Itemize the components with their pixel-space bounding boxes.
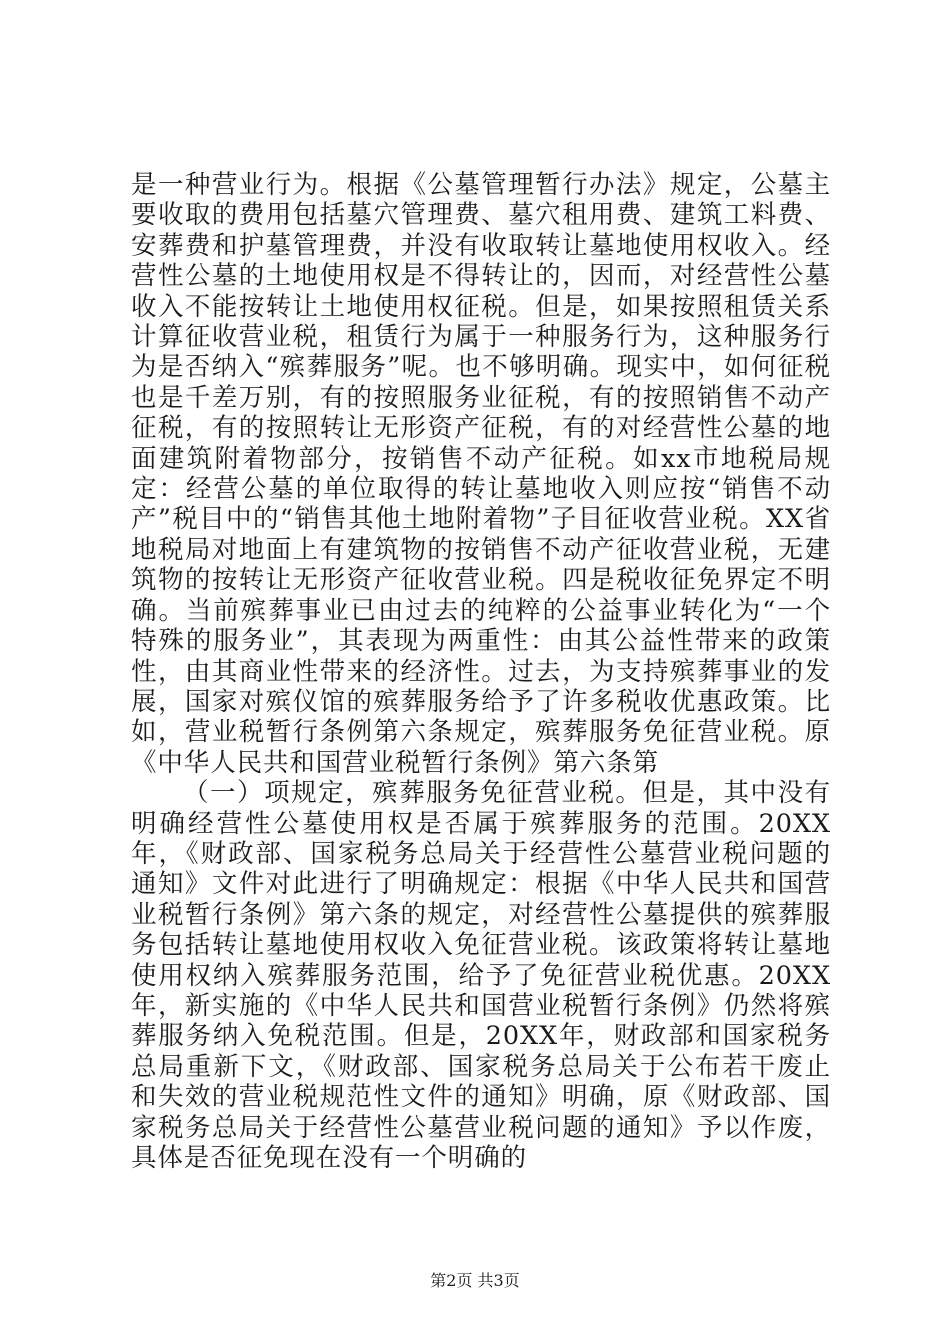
page-footer — [0, 1271, 950, 1291]
paragraph-item-one: （一）项规定，殡葬服务免征营业税。但是，其中没有明确经营性公墓使用权是否属于殡葬服务的范围。20XX年，《财政部、国家税务总局关于经营性公墓营业税问题的通知》文件对此进行了明确规定：根据《中华人民共和国营业税暂行条例》第六条的规定，对经营性公墓提供的殡葬服务包括转让墓地使用权收入免征营业税。该政策将转让墓地使用权纳入殡葬服务范围，给予了免征营业税优惠。20XX年，新实施的《中华人民共和国营业税暂行条例》仍然将殡葬服务纳入免税范围。但是，20XX年，财政部和国家税务总局重新下文，《财政部、国家税务总局关于公布若干废止和失效的营业税规范性文件的通知》明确，原《财政部、国家税务总局关于经营性公墓营业税问题的通知》予以作废，具体是否征免现在没有一个明确的 — [131, 778, 831, 1173]
page-number: 第2页 共3页 — [430, 1271, 520, 1290]
document-body — [131, 170, 831, 1173]
paragraph-continued: 是一种营业行为。根据《公墓管理暂行办法》规定，公墓主要收取的费用包括墓穴管理费、墓穴租用费、建筑工料费、安葬费和护墓管理费，并没有收取转让墓地使用权收入。经营性公墓的土地使用权是不得转让的，因而，对经营性公墓收入不能按转让土地使用权征税。但是，如果按照租赁关系计算征收营业税，租赁行为属于一种服务行为，这种服务行为是否纳入“殡葬服务”呢。也不够明确。现实中，如何征税也是千差万别，有的按照服务业征税，有的按照销售不动产征税，有的按照转让无形资产征税，有的对经营性公墓的地面建筑附着物部分，按销售不动产征税。如xx市地税局规定：经营公墓的单位取得的转让墓地收入则应按“销售不动产”税目中的“销售其他土地附着物”子目征收营业税。XX省地税局对地面上有建筑物的按销售不动产征收营业税，无建筑物的按转让无形资产征收营业税。四是税收征免界定不明确。当前殡葬事业已由过去的纯粹的公益事业转化为“一个特殊的服务业”，其表现为两重性：由其公益性带来的政策性，由其商业性带来的经济性。过去，为支持殡葬事业的发展，国家对殡仪馆的殡葬服务给予了许多税收优惠政策。比如，营业税暂行条例第六条规定，殡葬服务免征营业税。原《中华人民共和国营业税暂行条例》第六条第 — [131, 170, 831, 778]
